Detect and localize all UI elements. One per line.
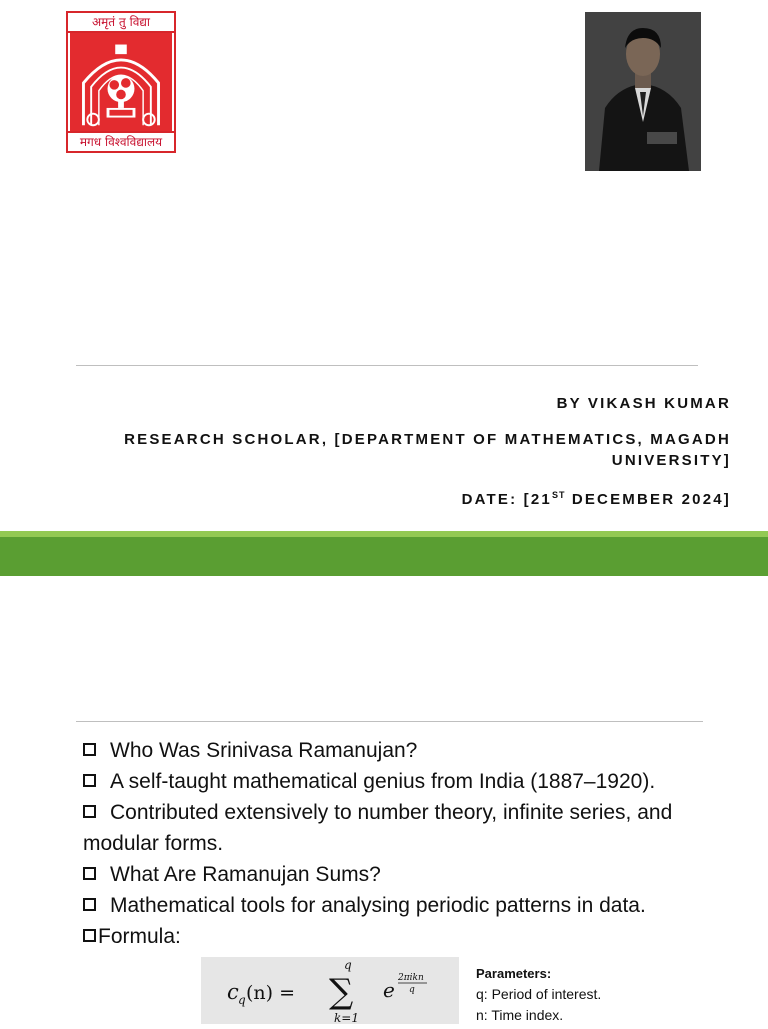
logo-university-name: मगध विश्वविद्यालय bbox=[68, 131, 174, 151]
parameter-item: q: Period of interest. bbox=[476, 986, 602, 1002]
accent-band bbox=[0, 537, 768, 576]
list-item bbox=[83, 890, 733, 921]
formula-sum-sign: ∑ bbox=[329, 972, 354, 1012]
formula-base: e bbox=[383, 978, 395, 1002]
author-affiliation: RESEARCH SCHOLAR, [DEPARTMENT OF MATHEMATICS, MAGADH UNIVERSITY] bbox=[124, 431, 731, 469]
author-name: BY VIKASH KUMAR bbox=[556, 395, 731, 412]
list-item bbox=[83, 921, 733, 952]
emblem-icon bbox=[70, 33, 172, 131]
list-item-text: What Are Ramanujan Sums? bbox=[110, 863, 381, 886]
formula-lhs-sub: q bbox=[238, 993, 246, 1007]
university-logo bbox=[66, 11, 176, 153]
list-item-text: A self-taught mathematical genius from India (1887–1920). bbox=[110, 770, 656, 793]
portrait-photo bbox=[585, 12, 701, 171]
list-item bbox=[83, 766, 733, 797]
parameters-heading: Parameters: bbox=[476, 966, 552, 981]
divider-top bbox=[76, 365, 698, 366]
formula-exp-numerator: 2πikn bbox=[398, 973, 424, 983]
formula-sum-lower: k=1 bbox=[334, 1011, 359, 1024]
checkbox-bullet-icon bbox=[83, 743, 96, 756]
formula-image bbox=[201, 957, 459, 1024]
parameters-panel bbox=[476, 963, 601, 1026]
list-item bbox=[83, 797, 733, 859]
date-prefix: DATE: [21 bbox=[461, 491, 552, 508]
checkbox-bullet-icon bbox=[83, 929, 96, 942]
divider-bottom bbox=[76, 721, 703, 722]
checkbox-bullet-icon bbox=[83, 774, 96, 787]
list-item-text: Who Was Srinivasa Ramanujan? bbox=[110, 739, 418, 762]
formula-lhs-arg: (n) = bbox=[246, 982, 296, 1004]
date-ordinal: ST bbox=[551, 490, 566, 500]
date-suffix: DECEMBER 2024] bbox=[565, 491, 731, 508]
checkbox-bullet-icon bbox=[83, 867, 96, 880]
list-item-text: Mathematical tools for analysing periodic patterns in data. bbox=[110, 894, 646, 917]
logo-motto: अमृतं तु विद्या bbox=[68, 13, 174, 33]
list-item bbox=[83, 735, 733, 766]
list-item bbox=[83, 859, 733, 890]
presentation-date bbox=[462, 485, 731, 510]
formula-exp-denominator: q bbox=[409, 985, 415, 995]
formula-label: Formula: bbox=[98, 925, 181, 948]
checkbox-bullet-icon bbox=[83, 898, 96, 911]
list-item-text: Contributed extensively to number theory, infinite series, and modular forms. bbox=[83, 801, 714, 855]
formula-sum-upper: q bbox=[344, 958, 352, 972]
logo-emblem bbox=[70, 33, 172, 131]
parameter-item: n: Time index. bbox=[476, 1007, 564, 1023]
bullet-list bbox=[83, 735, 733, 952]
formula-lhs: c bbox=[227, 980, 239, 1004]
checkbox-bullet-icon bbox=[83, 805, 96, 818]
